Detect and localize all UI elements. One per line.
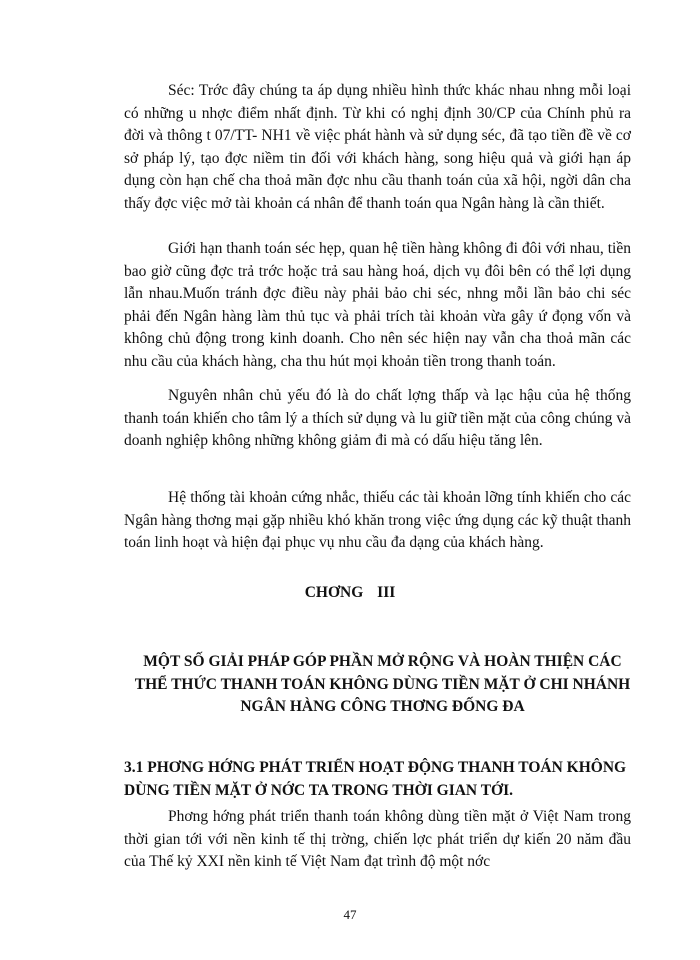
paragraph-account-system: Hệ thống tài khoản cứng nhắc, thiếu các tài khoản lỡng tính khiến cho các Ngân hàng thơng mại gặp nhiều khó khăn trong việc ứng dụng các kỹ thuật thanh toán linh hoạt và hiện đại phục vụ nhu cầu đa dạng của khách hàng. xyxy=(124,489,631,552)
section-heading: 3.1 PHƠNG HỚNG PHÁT TRIỂN HOẠT ĐỘNG THANH TOÁN KHÔNG DÙNG TIỀN MẶT Ở NỚC TA TRONG THỜI GIAN TỚI. xyxy=(124,759,627,799)
paragraph-cheque-history: Séc: Trớc đây chúng ta áp dụng nhiều hình thức khác nhau nhng mỗi loại có những u nhợc điểm nhất định. Từ khi có nghị định 30/CP của Chính phủ ra đời và thông t 07/TT- NH1 về việc phát hành và sử dụng séc, đã tạo tiền đề về cơ sở pháp lý, tạo đợc niềm tin đối với khách hàng, song hiệu quả và giới hạn áp dụng còn hạn chế cha thoả mãn đợc nhu cầu thanh toán của xã hội, ngời dân cha thấy đợc việc mở tài khoản cá nhân để thanh toán qua Ngân hàng là cần thiết. xyxy=(124,82,631,212)
paragraph-main-cause: Nguyên nhân chủ yếu đó là do chất lợng thấp và lạc hậu của hệ thống thanh toán khiến cho tâm lý a thích sử dụng và lu giữ tiền mặt của công chúng và doanh nghiệp không những không giảm đi mà có dấu hiệu tăng lên. xyxy=(124,387,631,450)
paragraph-cheque-limits: Giới hạn thanh toán séc hẹp, quan hệ tiền hàng không đi đôi với nhau, tiền bao giờ cũng đợc trả trớc hoặc trả sau hàng hoá, dịch vụ đôi bên có thể lợi dụng lẫn nhau.Muốn tránh đợc điều này phải bảo chi séc, nhng mỗi lần bảo chi séc phải đến Ngân hàng làm thủ tục và phải trích tài khoản vừa gây ứ đọng vốn và không chủ động trong kinh doanh. Cho nên séc hiện nay vẫn cha thoả mãn các nhu cầu của khách hàng, cha thu hút mọi khoản tiền trong thanh toán. xyxy=(124,240,631,370)
chapter-title: MỘT SỐ GIẢI PHÁP GÓP PHẦN MỞ RỘNG VÀ HOÀN THIỆN CÁC THỂ THỨC THANH TOÁN KHÔNG DÙNG TIỀN MẶT Ở CHI NHÁNH NGÂN HÀNG CÔNG THƠNG ĐỐNG ĐA xyxy=(134,653,631,715)
chapter-heading: CHƠNG III xyxy=(304,584,396,601)
paragraph-development-direction: Phơng hớng phát triển thanh toán không dùng tiền mặt ở Việt Nam trong thời gian tới với nền kinh tế thị trờng, chiến lợc phát triển dự kiến 20 năm đầu của Thế kỷ XXI nền kinh tế Việt Nam đạt trình độ một nớc xyxy=(124,808,631,871)
page-number: 47 xyxy=(343,907,357,922)
